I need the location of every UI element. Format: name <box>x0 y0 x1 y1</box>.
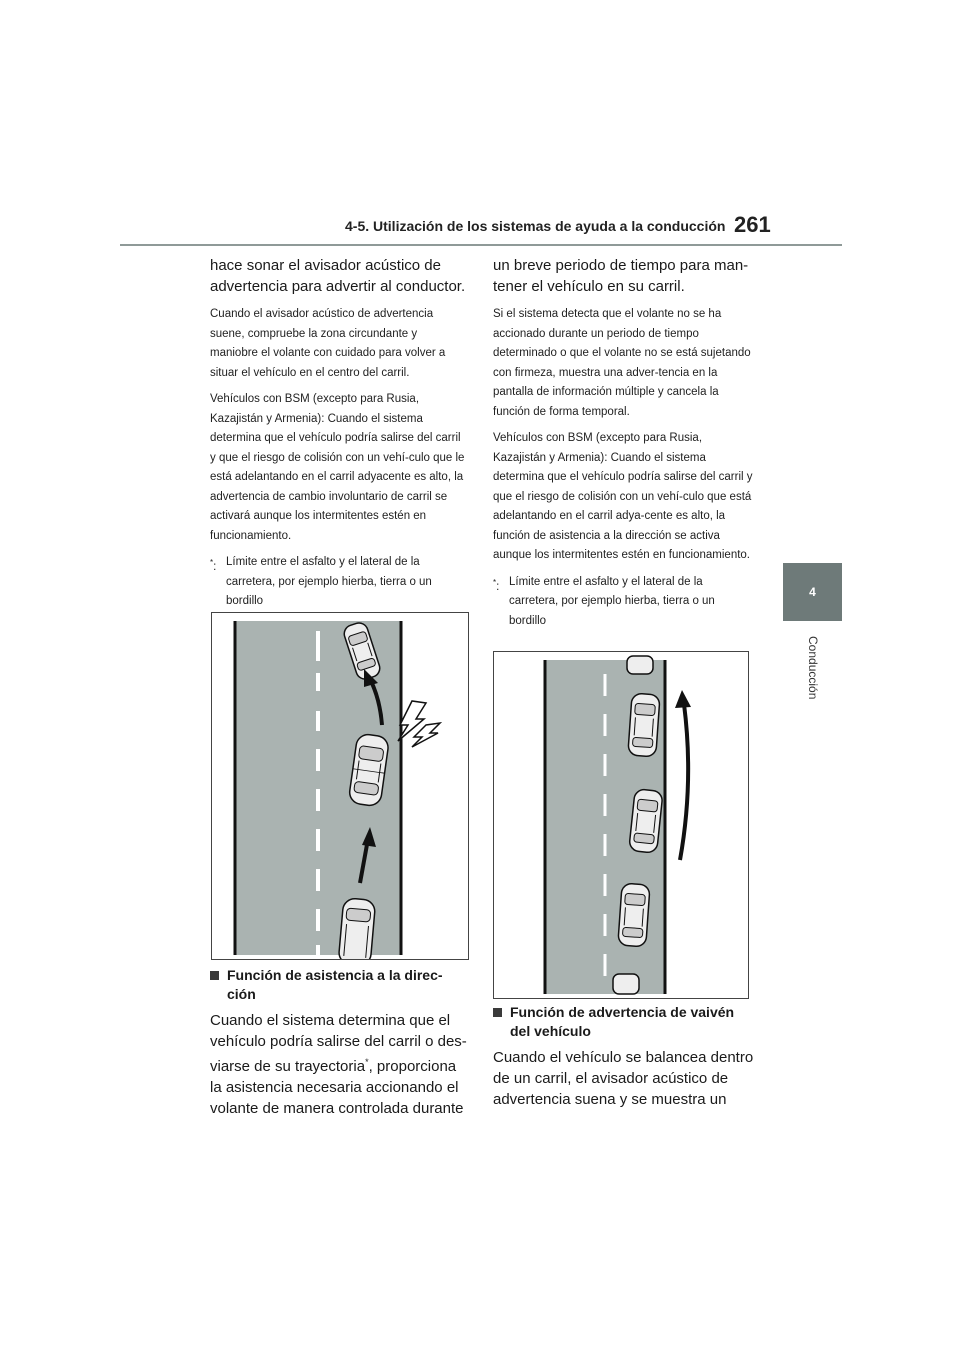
car-icon <box>627 656 653 674</box>
car-icon <box>629 789 663 854</box>
chapter-tab[interactable] <box>783 563 842 621</box>
car-icon <box>628 693 660 757</box>
right-column-bottom <box>493 1003 755 1110</box>
chapter-number: 4 <box>809 585 816 599</box>
left-paragraph-2: Vehículos con BSM (excepto para Rusia, Kazajistán y Armenia): Cuando el sistema determina que el vehículo podría salirse del carril y que el riesgo de colisión con un vehí-culo que le está adelantando en el carril adyacente es alto, la advertencia de cambio involuntario de carril se activará aunque los intermitentes estén en funcionamiento. <box>210 393 465 542</box>
chapter-label: Conducción <box>806 636 820 700</box>
right-heading <box>493 1003 755 1041</box>
section-title: 4-5. Utilización de los sistemas de ayuda a la conducción <box>345 218 726 234</box>
lightning-bolt-icon <box>412 723 440 747</box>
right-lead: un breve periodo de tiempo para man-tener el vehículo en su carril. <box>493 257 749 295</box>
car-icon <box>613 974 639 994</box>
left-heading <box>210 966 468 1004</box>
right-footnote-text: Límite entre el asfalto y el lateral de la carretera, por ejemplo hierba, tierra o un bordillo <box>509 575 715 627</box>
page-number: 261 <box>734 212 771 237</box>
right-footnote-mark: *: <box>493 577 500 593</box>
left-paragraph-1: Cuando el avisador acústico de advertencia suene, compruebe la zona circundante y maniobre el volante con cuidado para volver a situar el vehículo en el centro del carril. <box>210 308 446 379</box>
left-column-bottom <box>210 966 468 1119</box>
car-icon <box>618 883 650 947</box>
right-body: Cuando el vehículo se balancea dentro de un carril, el avisador acústico de advertencia suena y se muestra un <box>493 1049 754 1108</box>
left-footnote <box>210 553 468 612</box>
lane-departure-figure <box>211 612 469 960</box>
header-rule <box>120 244 842 246</box>
left-column-text <box>210 255 468 620</box>
right-paragraph-2: Vehículos con BSM (excepto para Rusia, Kazajistán y Armenia): Cuando el sistema determina que el vehículo podría salirse del carril y que el riesgo de colisión con un vehí-culo que está adelantando en el carril adya-cente es alto, la función de asistencia a la dirección se activa aunque los intermitentes estén en funcionamiento. <box>493 432 753 561</box>
right-heading-text: Función de advertencia de vaivén del vehículo <box>510 1004 735 1039</box>
square-bullet-icon <box>493 1008 502 1017</box>
square-bullet-icon <box>210 971 219 980</box>
left-heading-text: Función de asistencia a la direc-ción <box>227 967 443 1002</box>
car-icon <box>338 898 376 959</box>
chapter-label-container <box>803 632 823 704</box>
left-body: Cuando el sistema determina que el vehículo podría salirse del carril o des-viarse de su trayectoria*, proporciona la asistencia necesaria accionando el volante de manera controlada durante <box>210 1012 467 1117</box>
right-paragraph-1: Si el sistema detecta que el volante no se ha accionado durante un periodo de tiempo determinado o que el volante no se está sujetando con firmeza, muestra una adver-tencia en la pantalla de información múltiple y cancela la función de forma temporal. <box>493 308 751 418</box>
left-footnote-mark: *: <box>210 558 217 573</box>
left-lead: hace sonar el avisador acústico de advertencia para advertir al conductor. <box>210 257 466 295</box>
right-footnote <box>493 573 755 632</box>
left-footnote-text: Límite entre el asfalto y el lateral de la carretera, por ejemplo hierba, tierra o un bordillo <box>226 556 432 607</box>
vehicle-sway-figure <box>493 651 749 999</box>
right-column-text <box>493 255 755 639</box>
